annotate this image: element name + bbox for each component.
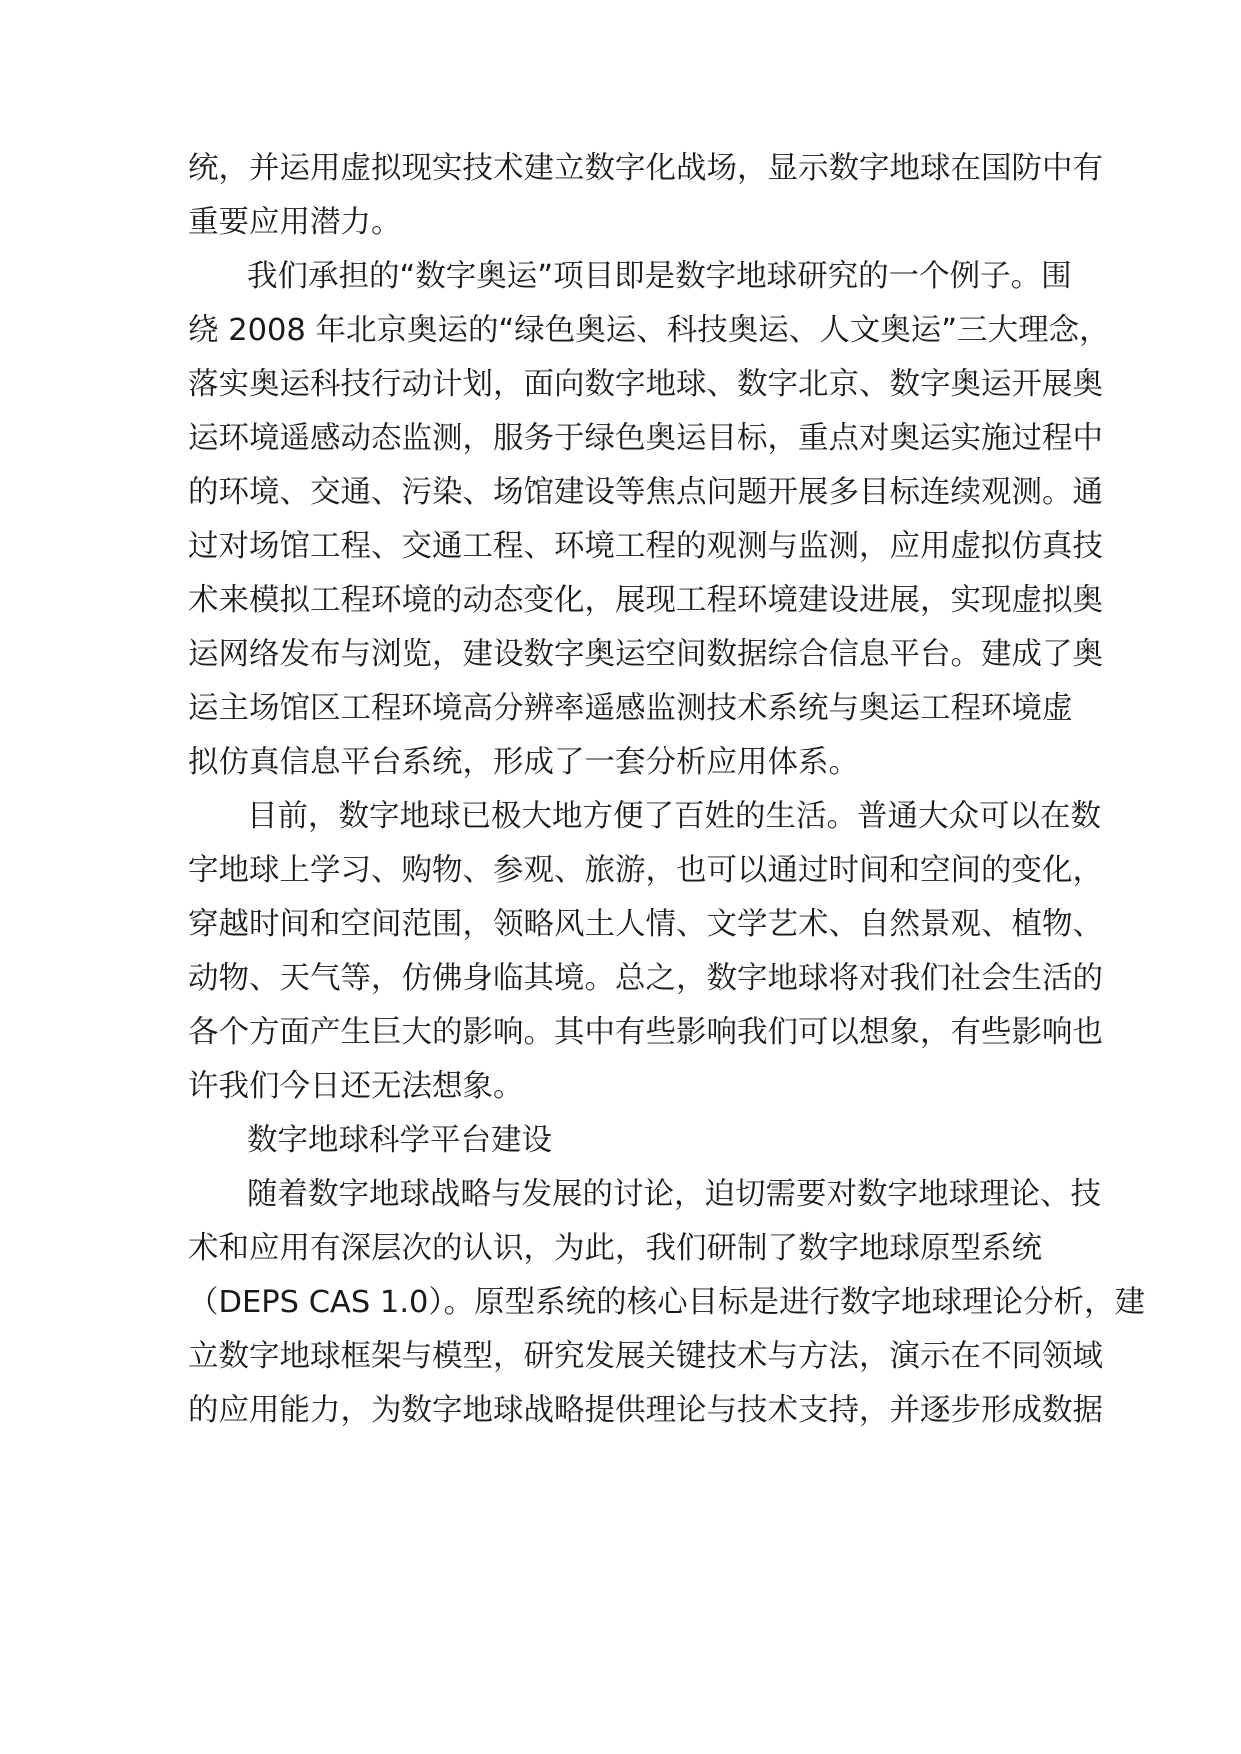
text-line: （DEPS CAS 1.0）。原型系统的核心目标是进行数字地球理论分析，建 — [188, 1285, 1146, 1320]
text-line: 的应用能力，为数字地球战略提供理论与技术支持，并逐步形成数据 — [188, 1393, 1103, 1428]
text-line: 动物、天气等，仿佛身临其境。总之，数字地球将对我们社会生活的 — [188, 961, 1103, 996]
paragraph-start-line: 目前，数字地球已极大地方便了百姓的生活。普通大众可以在数 — [247, 799, 1101, 834]
text-line: 许我们今日还无法想象。 — [188, 1069, 524, 1104]
text-line: 术来模拟工程环境的动态变化，展现工程环境建设进展，实现虚拟奥 — [188, 583, 1103, 618]
text-line: 立数字地球框架与模型，研究发展关键技术与方法，演示在不同领域 — [188, 1339, 1103, 1374]
text-line: 落实奥运科技行动计划，面向数字地球、数字北京、数字奥运开展奥 — [188, 367, 1103, 402]
text-line: 绕 2008 年北京奥运的“绿色奥运、科技奥运、人文奥运”三大理念， — [188, 313, 1110, 348]
text-line: 运环境遥感动态监测，服务于绿色奥运目标，重点对奥运实施过程中 — [188, 421, 1103, 456]
text-line: 各个方面产生巨大的影响。其中有些影响我们可以想象，有些影响也 — [188, 1015, 1103, 1050]
text-line: 运网络发布与浏览，建设数字奥运空间数据综合信息平台。建成了奥 — [188, 637, 1103, 672]
paragraph-start-line: 我们承担的“数字奥运”项目即是数字地球研究的一个例子。围 — [247, 259, 1072, 294]
text-line: 统，并运用虚拟现实技术建立数字化战场，显示数字地球在国防中有 — [188, 151, 1103, 186]
text-line: 重要应用潜力。 — [188, 205, 402, 240]
text-line: 字地球上学习、购物、参观、旅游，也可以通过时间和空间的变化， — [188, 853, 1103, 888]
paragraph-start-line: 随着数字地球战略与发展的讨论，迫切需要对数字地球理论、技 — [247, 1177, 1101, 1212]
text-line: 的环境、交通、污染、场馆建设等焦点问题开展多目标连续观测。通 — [188, 475, 1103, 510]
text-line: 拟仿真信息平台系统，形成了一套分析应用体系。 — [188, 745, 859, 780]
section-heading: 数字地球科学平台建设 — [247, 1123, 552, 1158]
text-line: 术和应用有深层次的认识，为此，我们研制了数字地球原型系统 — [188, 1231, 1042, 1266]
text-line: 过对场馆工程、交通工程、环境工程的观测与监测，应用虚拟仿真技 — [188, 529, 1103, 564]
text-line: 穿越时间和空间范围，领略风土人情、文学艺术、自然景观、植物、 — [188, 907, 1103, 942]
text-line: 运主场馆区工程环境高分辨率遥感监测技术系统与奥运工程环境虚 — [188, 691, 1073, 726]
